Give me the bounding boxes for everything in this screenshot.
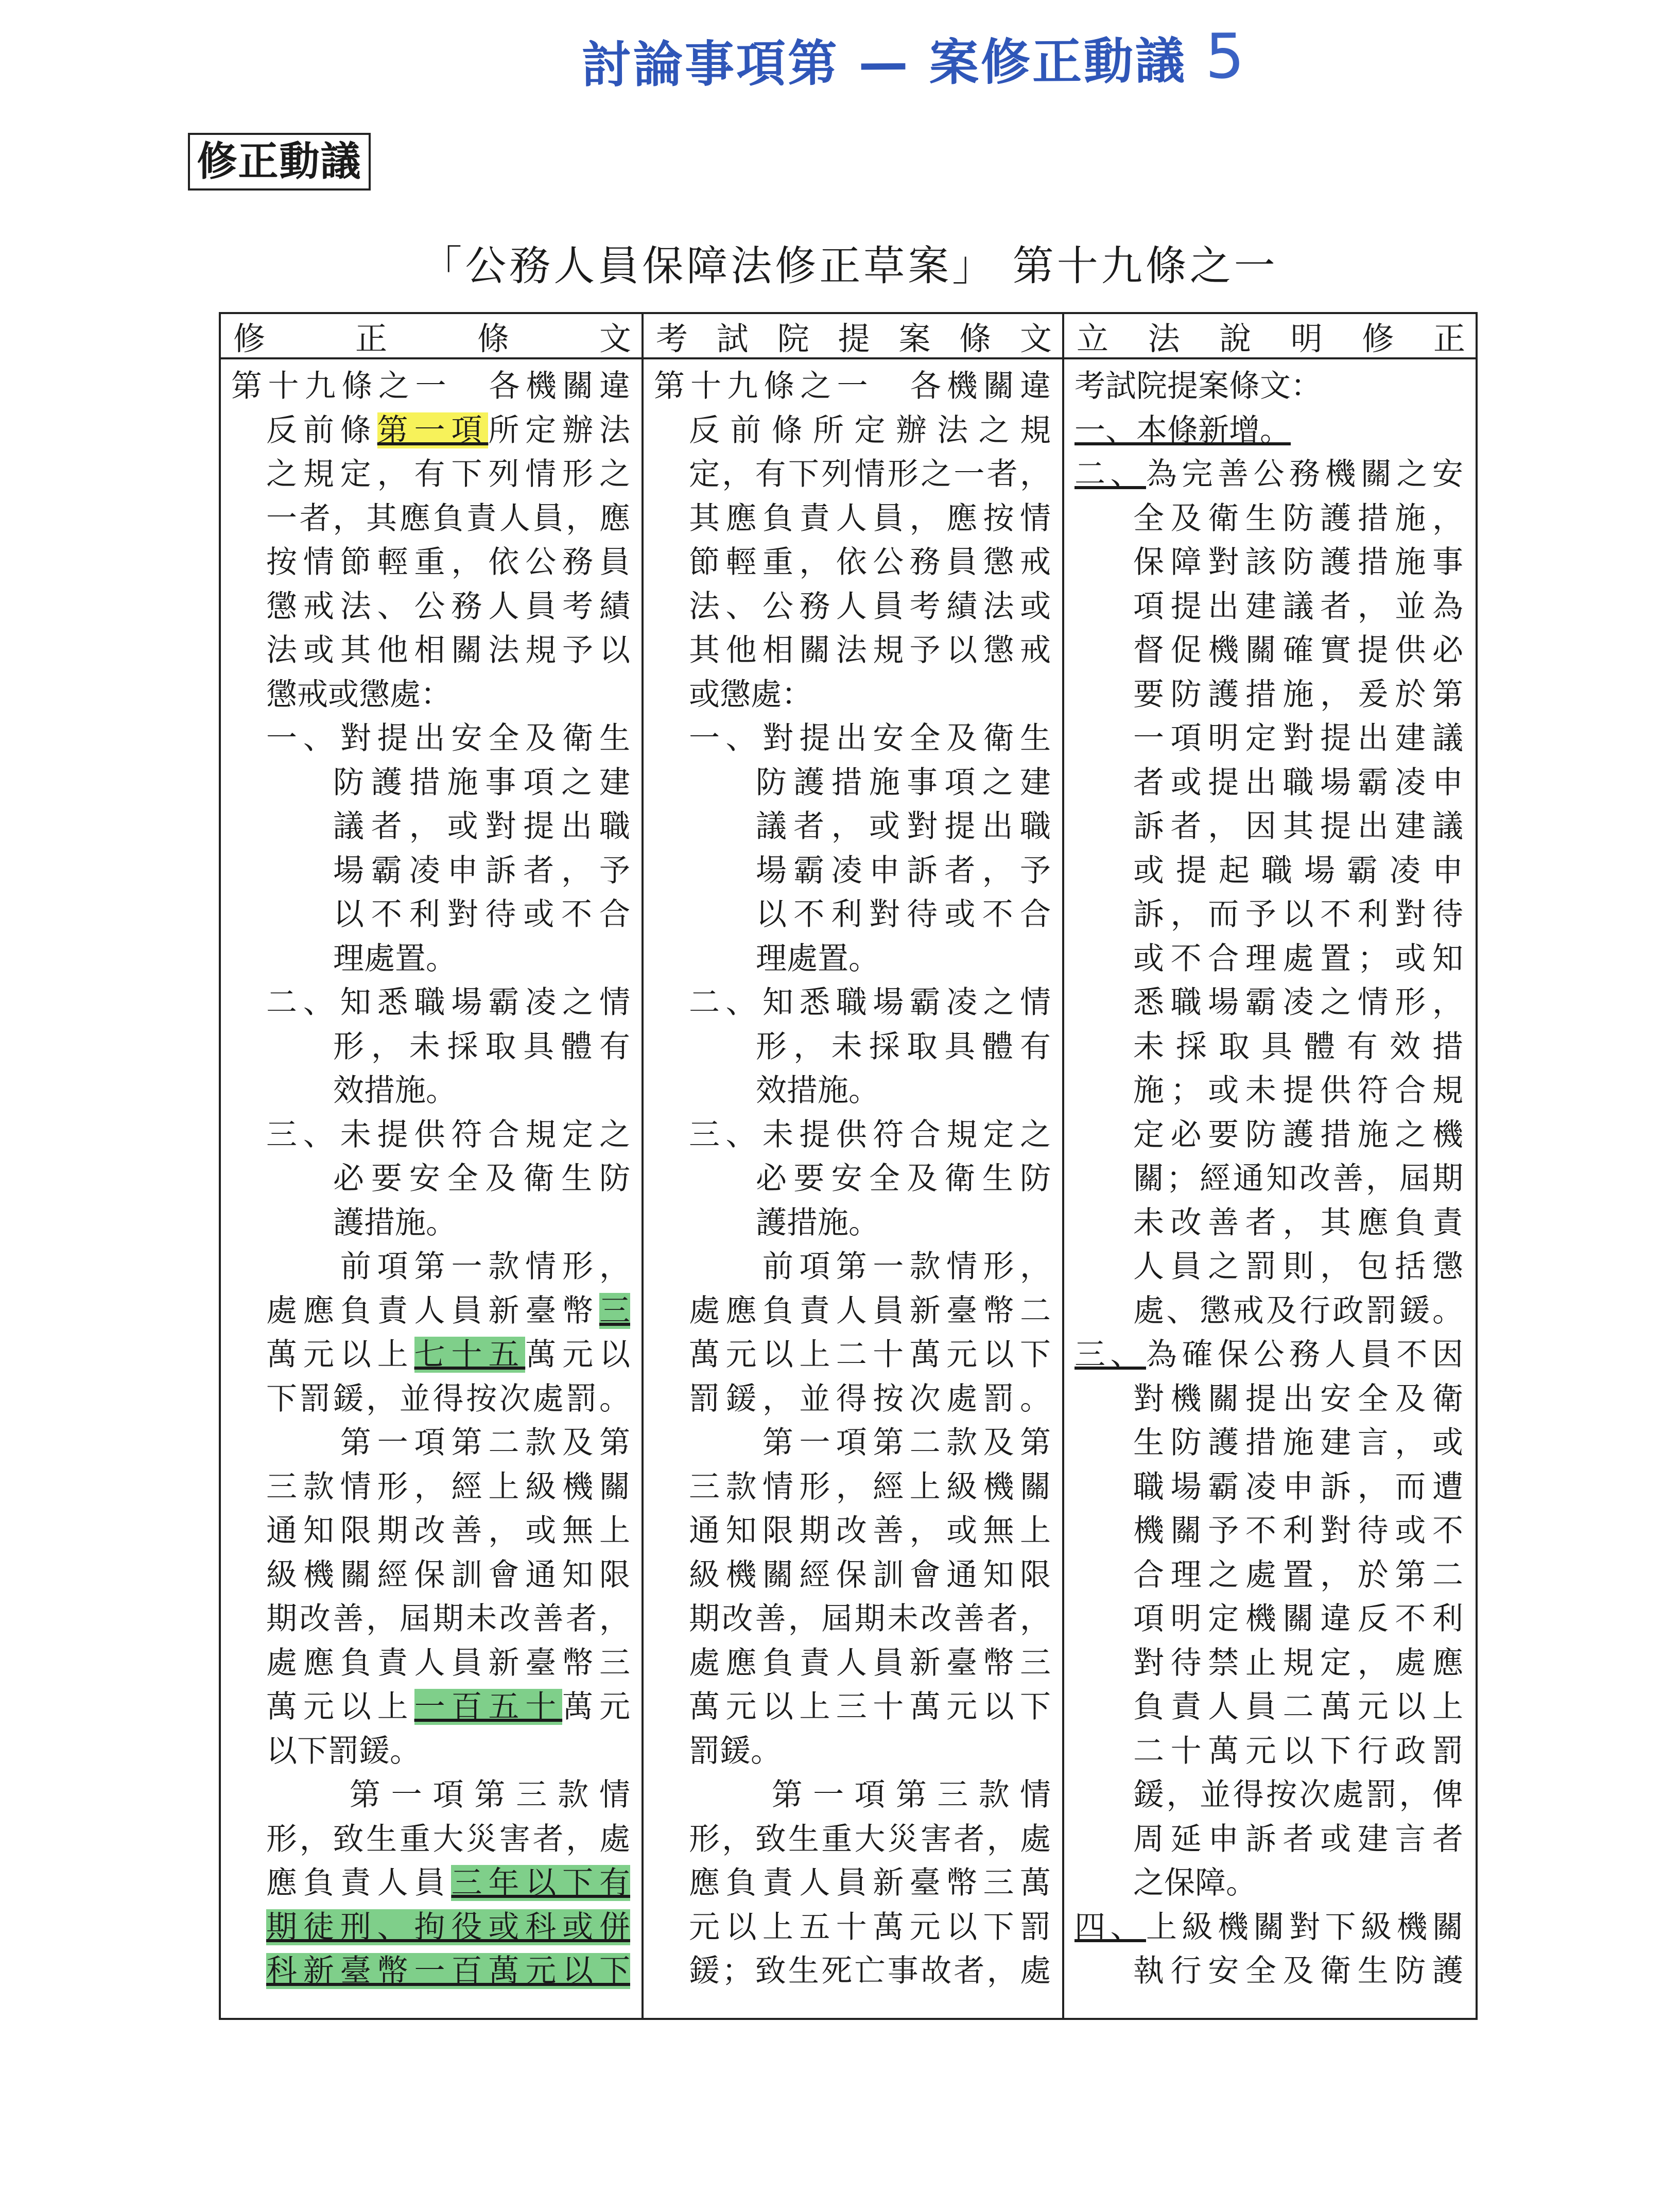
text-line: 懲戒法、公務人員考績 <box>266 588 630 625</box>
text-line: 之規定，有下列情形之 <box>266 456 630 492</box>
text-line: 以不利對待或不合 <box>756 896 1051 932</box>
text-line <box>221 1333 642 1377</box>
text-line: 場霸凌申訴者，予 <box>756 852 1051 889</box>
highlight-green: 一百五十 <box>414 1689 563 1725</box>
header-char: 文 <box>599 319 631 357</box>
text-line: 悉職場霸凌之情形， <box>1133 984 1463 1021</box>
text-line: 應負責人員新臺幣三萬 <box>689 1865 1051 1901</box>
text-segment: 為完善公務機關之安 <box>1146 456 1463 492</box>
text-line: 機關予不利對待或不 <box>1133 1513 1463 1549</box>
text-segment: 應負責人員 <box>266 1865 452 1901</box>
text-line: 第一項第三款情 <box>266 1777 630 1813</box>
motion-label-box <box>188 133 371 191</box>
text-line: 下罰鍰，並得按次處罰。 <box>266 1380 630 1417</box>
text-segment: 所定辦法 <box>488 412 631 448</box>
text-line: 鍰，並得按次處罰，俾 <box>1133 1777 1463 1813</box>
text-line <box>221 1289 642 1334</box>
text-line: 全及衛生防護措施， <box>1133 500 1463 537</box>
document-title: 「公務人員保障法修正草案」 第十九條之一 <box>421 242 1278 290</box>
text-line: 元以上五十萬元以下罰 <box>689 1909 1051 1945</box>
text-line: 理處置。 <box>333 940 457 977</box>
text-line: 關；經通知改善，屆期 <box>1133 1161 1463 1197</box>
text-line: 其他相關法規予以懲戒 <box>689 632 1051 668</box>
header-char: 文 <box>1019 319 1052 357</box>
text-line: 考試院提案條文： <box>1074 368 1322 404</box>
text-line: 鍰；致生死亡事故者，處 <box>689 1953 1051 1989</box>
text-line: 二、知悉職場霸凌之情 <box>689 984 1051 1021</box>
text-line: 法、公務人員考績法或 <box>689 588 1051 625</box>
header-char: 立 <box>1077 319 1109 357</box>
column-explanation <box>1062 314 1476 2018</box>
highlight-green: 科新臺幣一百萬元以下 <box>266 1953 630 1989</box>
underlined-text: 四、 <box>1074 1909 1146 1945</box>
highlight-green: 三年以下有 <box>451 1865 631 1901</box>
text-line <box>1064 1906 1476 1950</box>
header-char: 考 <box>656 319 688 357</box>
text-line: 處應負責人員新臺幣二 <box>689 1292 1051 1329</box>
text-line: 第一項第三款情 <box>689 1777 1051 1813</box>
text-line: 項提出建議者，並為 <box>1133 588 1463 625</box>
text-line: 級機關經保訓會通知限 <box>266 1557 630 1593</box>
text-line: 前項第一款情形， <box>266 1249 630 1285</box>
text-line: 節輕重，依公務員懲戒 <box>689 544 1051 580</box>
text-line: 督促機關確實提供必 <box>1133 632 1463 668</box>
text-line: 通知限期改善，或無上 <box>266 1513 630 1549</box>
underlined-text: 本條新增。 <box>1136 412 1291 448</box>
text-segment: 上級機關對下級機關 <box>1146 1909 1463 1945</box>
text-line: 反前條所定辦法之規 <box>689 412 1051 448</box>
text-line <box>1064 453 1476 497</box>
text-segment: 反前條 <box>266 412 377 448</box>
text-line: 之保障。 <box>1133 1865 1257 1901</box>
text-line <box>221 1949 642 1994</box>
column-body <box>1064 359 1476 1994</box>
text-line: 理處置。 <box>756 940 879 977</box>
text-line: 訴者，因其提出建議 <box>1133 808 1463 844</box>
text-line: 議者，或對提出職 <box>333 808 630 844</box>
text-line: 對機關提出安全及衛 <box>1133 1380 1463 1417</box>
header-char: 條 <box>959 319 992 357</box>
text-line: 防護措施事項之建 <box>756 764 1051 801</box>
text-line: 二十萬元以下行政罰 <box>1133 1733 1463 1769</box>
text-line: 懲戒或懲處： <box>266 676 452 713</box>
column-amended-text <box>221 314 642 2018</box>
header-char: 提 <box>838 319 870 357</box>
text-line: 萬元以上三十萬元以下 <box>689 1689 1051 1725</box>
comparison-table <box>219 312 1478 2020</box>
text-line: 護措施。 <box>333 1204 457 1241</box>
text-segment: 為確保公務人員不因 <box>1146 1337 1463 1373</box>
text-segment: 萬元以 <box>525 1337 631 1373</box>
text-line: 周延申訴者或建言者 <box>1133 1821 1463 1857</box>
text-segment: 萬元以上 <box>266 1689 414 1725</box>
text-line: 三、未提供符合規定之 <box>266 1116 630 1153</box>
column-header <box>221 314 642 359</box>
underlined-text: 一、 <box>1074 412 1136 448</box>
text-line: 按情節輕重，依公務員 <box>266 544 630 580</box>
text-line <box>1064 409 1476 453</box>
text-segment: 萬元 <box>562 1689 631 1725</box>
header-char: 法 <box>1148 319 1180 357</box>
text-line <box>221 1861 642 1906</box>
text-line <box>221 1906 642 1950</box>
text-line: 其應負責人員，應按情 <box>689 500 1051 537</box>
text-line: 前項第一款情形， <box>689 1249 1051 1285</box>
header-char: 說 <box>1219 319 1252 357</box>
text-line: 或懲處： <box>689 676 812 713</box>
text-line: 法或其他相關法規予以 <box>266 632 630 668</box>
text-line: 一、對提出安全及衛生 <box>689 720 1051 756</box>
text-line: 一項明定對提出建議 <box>1133 720 1463 756</box>
text-line: 未改善者，其應負責 <box>1133 1204 1463 1241</box>
text-line: 或不合理處置；或知 <box>1133 940 1463 977</box>
text-line: 一、對提出安全及衛生 <box>266 720 630 756</box>
text-line: 第十九條之一 各機關違 <box>654 368 1051 404</box>
column-body <box>644 359 1062 1994</box>
motion-label: 修正動議 <box>197 138 362 185</box>
text-line: 罰鍰，並得按次處罰。 <box>689 1380 1051 1417</box>
text-line <box>221 409 642 453</box>
text-line: 形，致生重大災害者，處 <box>266 1821 630 1857</box>
highlight-green: 期徒刑、拘役或科或併 <box>266 1909 630 1945</box>
column-exam-yuan-text <box>642 314 1062 2018</box>
header-char: 正 <box>1433 319 1465 357</box>
text-line: 保障對該防護措施事 <box>1133 544 1463 580</box>
highlight-yellow: 第一項 <box>377 412 489 448</box>
text-line: 形，未採取具體有 <box>333 1028 630 1065</box>
text-line: 合理之處置，於第二 <box>1133 1557 1463 1593</box>
header-char: 修 <box>1362 319 1394 357</box>
stamp-text: 討論事項第 — 案修正動議 <box>581 32 1187 94</box>
text-line: 效措施。 <box>756 1073 879 1109</box>
header-char: 院 <box>777 319 809 357</box>
column-body <box>221 359 642 1994</box>
text-line: 要防護措施，爰於第 <box>1133 676 1463 713</box>
text-line: 第十九條之一 各機關違 <box>231 368 630 404</box>
text-line: 施；或未提供符合規 <box>1133 1073 1463 1109</box>
column-header <box>1064 314 1476 359</box>
text-line: 訴，而予以不利對待 <box>1133 896 1463 932</box>
text-segment: 處應負責人員新臺幣 <box>266 1292 599 1329</box>
text-line: 罰鍰。 <box>689 1733 782 1769</box>
header-char: 正 <box>355 319 387 357</box>
text-line: 處應負責人員新臺幣三 <box>266 1645 630 1681</box>
text-line: 三款情形，經上級機關 <box>689 1468 1051 1505</box>
text-line: 或提起職場霸凌申 <box>1133 852 1463 889</box>
header-char: 明 <box>1290 319 1323 357</box>
text-line: 必要安全及衛生防 <box>756 1161 1051 1197</box>
text-line: 處、懲戒及行政罰鍰。 <box>1133 1292 1463 1329</box>
header-char: 案 <box>898 319 931 357</box>
text-line: 防護措施事項之建 <box>333 764 630 801</box>
text-line: 議者，或對提出職 <box>756 808 1051 844</box>
text-line: 負責人員二萬元以上 <box>1133 1689 1463 1725</box>
stamp-number: 5 <box>1205 21 1247 93</box>
text-line: 第一項第二款及第 <box>689 1425 1051 1461</box>
text-line: 場霸凌申訴者，予 <box>333 852 630 889</box>
text-line: 人員之罰則，包括懲 <box>1133 1249 1463 1285</box>
text-line: 二、知悉職場霸凌之情 <box>266 984 630 1021</box>
underlined-text: 二、 <box>1074 456 1146 492</box>
header-char: 條 <box>477 319 509 357</box>
text-line <box>1064 1333 1476 1377</box>
text-line: 三款情形，經上級機關 <box>266 1468 630 1505</box>
highlight-green: 七十五 <box>414 1337 526 1373</box>
header-char: 試 <box>716 319 749 357</box>
header-char: 修 <box>233 319 266 357</box>
handwritten-stamp <box>581 18 1251 100</box>
text-line: 形，致生重大災害者，處 <box>689 1821 1051 1857</box>
text-line: 期改善，屆期未改善者， <box>689 1601 1051 1637</box>
text-line: 期改善，屆期未改善者， <box>266 1601 630 1637</box>
text-line: 職場霸凌申訴，而遭 <box>1133 1468 1463 1505</box>
text-line: 級機關經保訓會通知限 <box>689 1557 1051 1593</box>
highlight-green: 三 <box>599 1292 630 1329</box>
text-line: 通知限期改善，或無上 <box>689 1513 1051 1549</box>
underlined-text: 三、 <box>1074 1337 1146 1373</box>
text-line: 項明定機關違反不利 <box>1133 1601 1463 1637</box>
text-line: 未採取具體有效措 <box>1133 1028 1463 1065</box>
text-line: 執行安全及衛生防護 <box>1133 1953 1463 1989</box>
text-line: 以下罰鍰。 <box>266 1733 421 1769</box>
text-line: 定必要防護措施之機 <box>1133 1116 1463 1153</box>
text-line: 者或提出職場霸凌申 <box>1133 764 1463 801</box>
text-line: 定，有下列情形之一者， <box>689 456 1051 492</box>
text-line: 萬元以上二十萬元以下 <box>689 1337 1051 1373</box>
text-line <box>221 1685 642 1730</box>
text-line: 第一項第二款及第 <box>266 1425 630 1461</box>
text-line: 以不利對待或不合 <box>333 896 630 932</box>
text-line: 效措施。 <box>333 1073 457 1109</box>
text-segment: 萬元以上 <box>266 1337 414 1373</box>
text-line: 生防護措施建言，或 <box>1133 1425 1463 1461</box>
text-line: 形，未採取具體有 <box>756 1028 1051 1065</box>
text-line: 三、未提供符合規定之 <box>689 1116 1051 1153</box>
text-line: 必要安全及衛生防 <box>333 1161 630 1197</box>
text-line: 護措施。 <box>756 1204 879 1241</box>
text-line: 一者，其應負責人員，應 <box>266 500 630 537</box>
text-line: 處應負責人員新臺幣三 <box>689 1645 1051 1681</box>
column-header <box>644 314 1062 359</box>
text-line: 對待禁止規定，處應 <box>1133 1645 1463 1681</box>
